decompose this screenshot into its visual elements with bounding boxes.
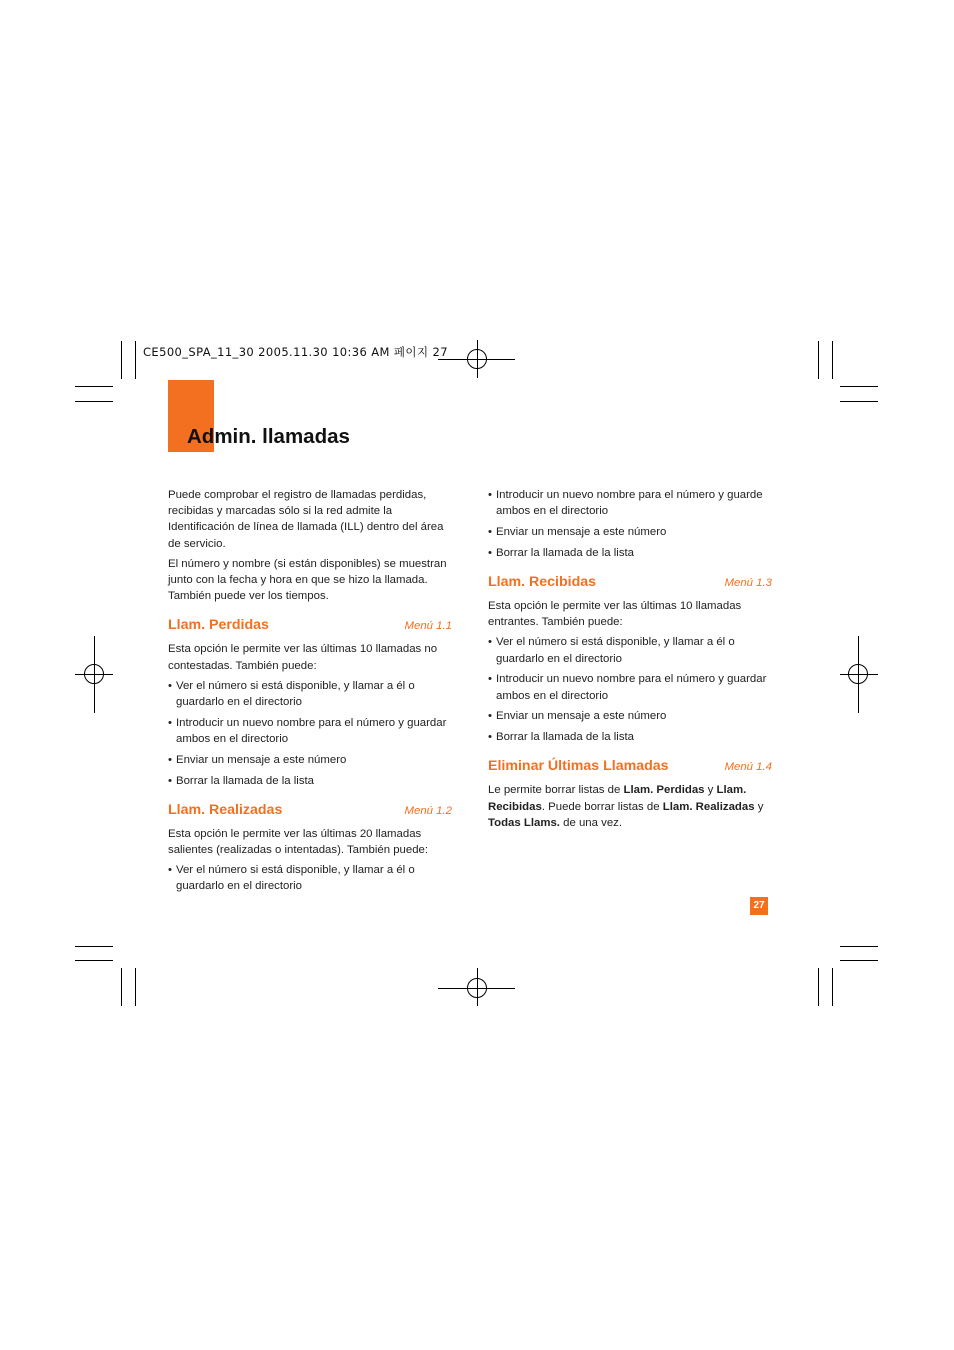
crop-mark (818, 968, 819, 1006)
crop-mark (135, 341, 136, 379)
left-column (168, 487, 452, 899)
section-description: Esta opción le permite ver las últimas 20 llamadas salientes (realizadas o intentadas). También puede: (168, 827, 429, 857)
bold-term: Llam. Realizadas (662, 800, 755, 813)
list-item: • Ver el número si está disponible, y llamar a él o guardarlo en el directorio (488, 634, 772, 666)
print-slug: CE500_SPA_11_30 2005.11.30 10:36 AM 페이지 27 (143, 345, 448, 359)
list-item: • Borrar la llamada de la lista (168, 773, 452, 789)
right-column (488, 487, 772, 835)
section-title: Llam. Realizadas (168, 801, 283, 818)
list-item: • Enviar un mensaje a este número (168, 752, 452, 768)
crop-mark (135, 968, 136, 1006)
registration-circle (84, 664, 104, 684)
text-run: Le permite borrar listas de (488, 784, 624, 797)
text-run: y (704, 784, 717, 797)
crop-mark (840, 401, 878, 402)
list-item: • Ver el número si está disponible, y llamar a él o guardarlo en el directorio (168, 862, 452, 894)
registration-circle (467, 349, 487, 369)
menu-reference: Menú 1.1 (404, 620, 452, 633)
crop-mark (840, 946, 878, 947)
crop-mark (832, 341, 833, 379)
crop-mark (840, 386, 878, 387)
crop-mark (840, 960, 878, 961)
list-item: • Introducir un nuevo nombre para el número y guardar ambos en el directorio (168, 715, 452, 747)
text-run: . Puede borrar listas de (541, 800, 663, 813)
intro-paragraph: El número y nombre (si están disponibles) se muestran junto con la fecha y hora en que se hizo la llamada. También puede ver los tiempos. (168, 557, 447, 603)
list-item: • Enviar un mensaje a este número (488, 708, 772, 724)
section-heading-recibidas (488, 574, 772, 594)
bullet-list (168, 862, 452, 894)
crop-mark (121, 968, 122, 1006)
section-title: Eliminar Últimas Llamadas (488, 758, 669, 775)
intro-paragraph: Puede comprobar el registro de llamadas perdidas, recibidas y marcadas sólo si la red admite la Identificación de línea de llamada (ILL) dentro del área de servicio. (168, 489, 444, 550)
text-run: de una vez. (559, 816, 623, 829)
crop-mark (75, 386, 113, 387)
bullet-list (168, 678, 452, 789)
section-description: Esta opción le permite ver las últimas 10 llamadas entrantes. También puede: (488, 600, 742, 629)
bold-term: Llam. Perdidas (623, 784, 705, 797)
list-item: • Ver el número si está disponible, y llamar a él o guardarlo en el directorio (168, 678, 452, 710)
list-item: • Enviar un mensaje a este número (488, 524, 772, 540)
list-item: • Borrar la llamada de la lista (488, 545, 772, 561)
text-run: y (754, 800, 764, 813)
registration-circle (467, 978, 487, 998)
registration-circle (848, 664, 868, 684)
page-number-badge: 27 (750, 897, 768, 915)
bullet-list (488, 634, 772, 745)
section-description (488, 782, 772, 831)
bold-term: Llam. Recibidas (488, 784, 747, 813)
menu-reference: Menú 1.4 (724, 761, 772, 774)
crop-mark (75, 401, 113, 402)
menu-reference: Menú 1.2 (404, 804, 452, 817)
section-title: Llam. Recibidas (488, 574, 597, 590)
crop-mark (832, 968, 833, 1006)
crop-mark (75, 960, 113, 961)
section-heading-eliminar (488, 758, 772, 778)
crop-mark (818, 341, 819, 379)
section-title: Llam. Perdidas (168, 617, 269, 634)
crop-mark (121, 341, 122, 379)
list-item: • Introducir un nuevo nombre para el número y guarde ambos en el directorio (488, 487, 772, 519)
list-item: • Introducir un nuevo nombre para el número y guardar ambos en el directorio (488, 671, 772, 703)
section-heading-realizadas (168, 802, 452, 822)
bold-term: Todas Llams. (488, 816, 560, 829)
section-heading-perdidas (168, 617, 452, 637)
section-description: Esta opción le permite ver las últimas 10 llamadas no contestadas. También puede: (168, 643, 438, 672)
page-title: Admin. llamadas (187, 425, 350, 448)
menu-reference: Menú 1.3 (724, 577, 772, 589)
crop-mark (75, 946, 113, 947)
bullet-list (488, 487, 772, 561)
list-item: • Borrar la llamada de la lista (488, 729, 772, 745)
